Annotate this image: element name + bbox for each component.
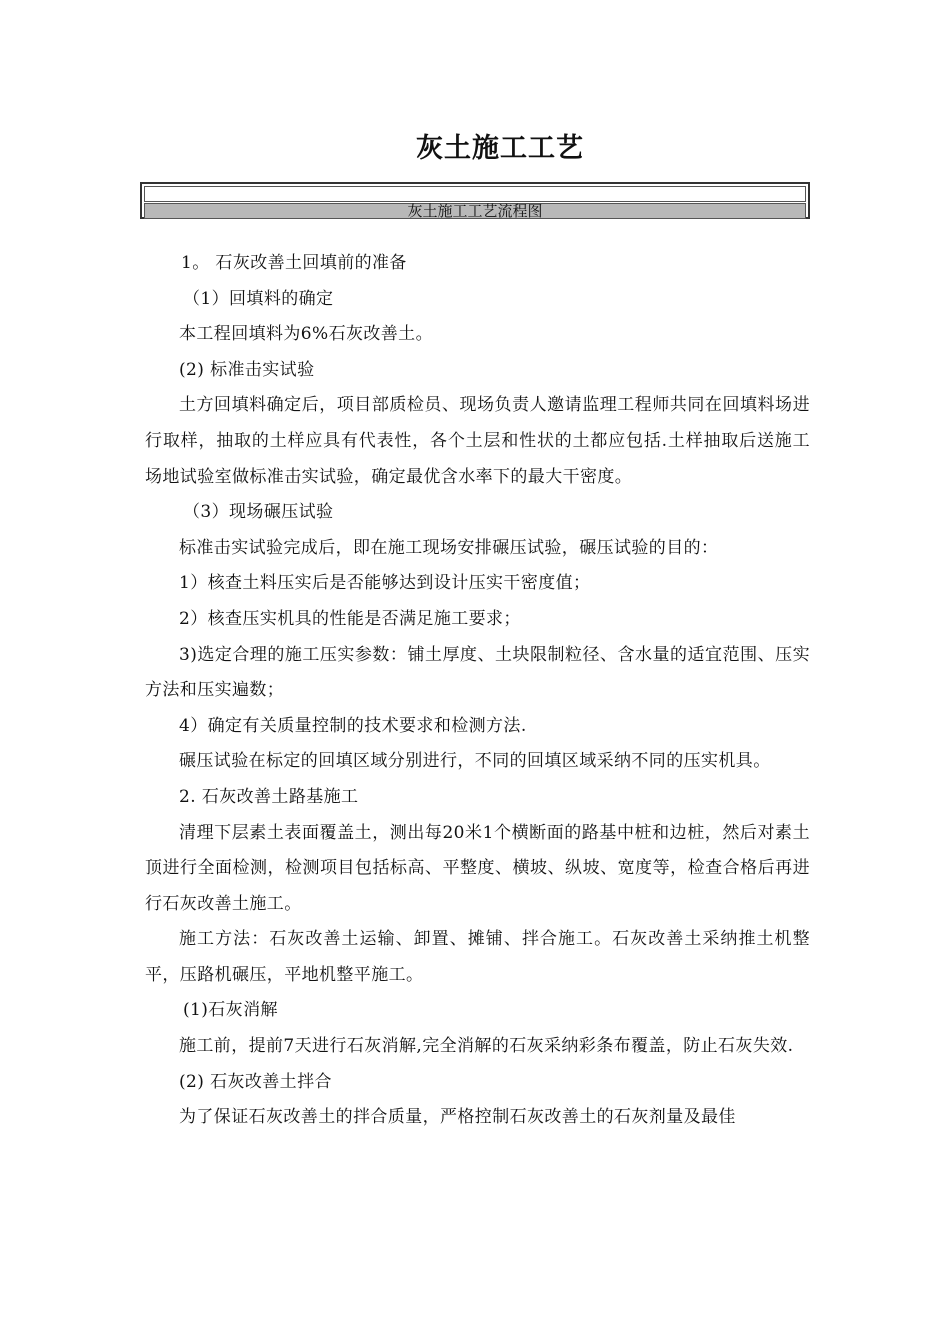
flowchart-caption: 灰土施工工艺流程图 [144,203,806,219]
paragraph-construction-method: 施工方法：石灰改善土运输、卸置、摊铺、拌合施工。石灰改善土采纳推土机整平，压路机碾压，平地机整平施工。 [145,929,810,985]
subheading-compaction-test: (2) 标准击实试验 [179,359,315,380]
page-title: 灰土施工工艺 [416,133,584,164]
subheading-lime-slaking: (1)石灰消解 [183,1000,278,1021]
paragraph-subgrade-prep: 清理下层素土表面覆盖土，测出每20米1个横断面的路基中桩和边桩，然后对素土顶进行全面检测，检测项目包括标高、平整度、横坡、纵坡、宽度等，检查合格后再进行石灰改善土施工。 [145,822,810,914]
list-item-purpose-1: 1）核查土料压实后是否能够达到设计压实干密度值； [179,573,591,594]
subheading-fill-material: （1）回填料的确定 [183,288,334,309]
paragraph-lime-slaking: 施工前，提前7天进行石灰消解,完全消解的石灰采纳彩条布覆盖，防止石灰失效. [179,1036,794,1057]
section-heading-2: 2. 石灰改善土路基施工 [179,786,359,807]
paragraph-rolling-test-intro: 标准击实试验完成后，即在施工现场安排碾压试验，碾压试验的目的： [179,537,719,558]
paragraph-fill-material: 本工程回填料为6%石灰改善土。 [179,324,433,345]
subheading-mixing: (2) 石灰改善土拌合 [179,1071,332,1092]
list-item-purpose-4: 4）确定有关质量控制的技术要求和检测方法. [179,715,527,736]
paragraph-compaction-test: 土方回填料确定后，项目部质检员、现场负责人邀请监理工程师共同在回填料场进行取样，抽取的土样应具有代表性，各个土层和性状的土都应包括.土样抽取后送施工场地试验室做标准击实试验，确定最优含水率下的最大干密度。 [145,395,810,487]
paragraph-mixing: 为了保证石灰改善土的拌合质量，严格控制石灰改善土的石灰剂量及最佳 [179,1107,736,1128]
flowchart-table [140,182,810,219]
document-body [145,246,810,1136]
paragraph-rolling-test-areas: 碾压试验在标定的回填区域分别进行，不同的回填区域采纳不同的压实机具。 [179,751,771,772]
subheading-rolling-test: （3）现场碾压试验 [183,502,334,523]
section-heading-1: 1。 石灰改善土回填前的准备 [181,253,407,273]
list-item-purpose-2: 2）核查压实机具的性能是否满足施工要求； [179,608,521,629]
list-item-purpose-3: 3)选定合理的施工压实参数：铺土厚度、土块限制粒径、含水量的适宜范围、压实方法和压实遍数； [145,644,810,701]
flowchart-placeholder-row [144,186,806,202]
